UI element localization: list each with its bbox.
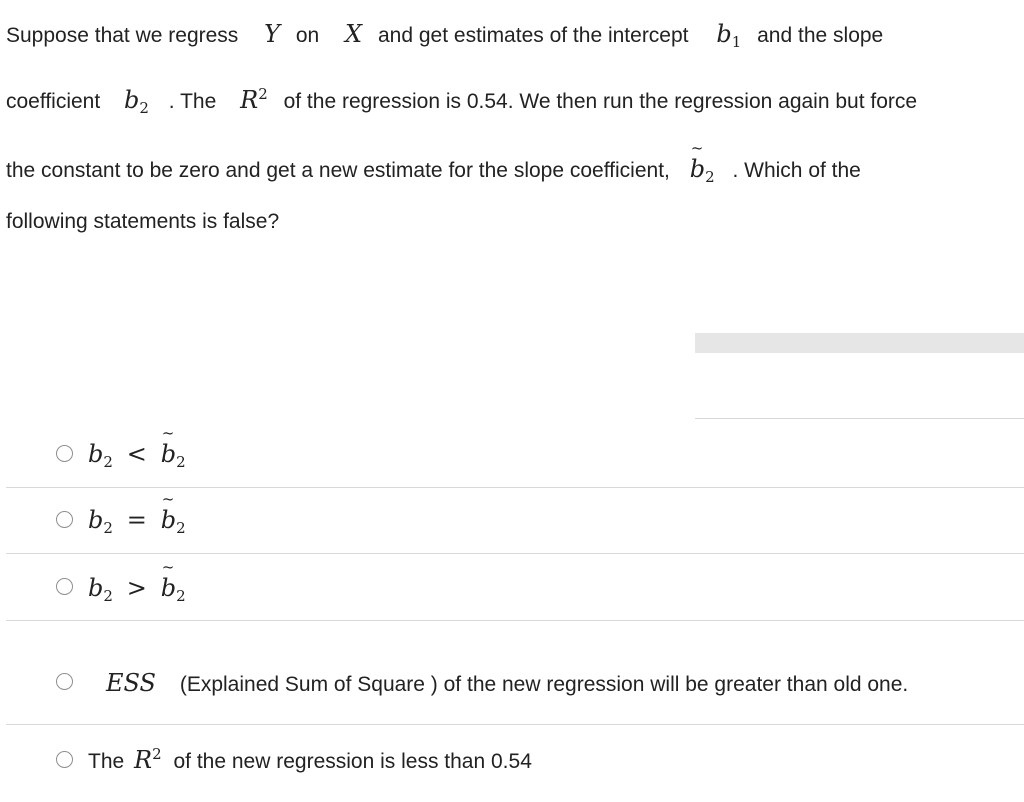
math-lhs: $b_2$ <box>88 574 113 605</box>
question-text-segment: Suppose that we regress <box>6 24 239 47</box>
math-lhs: $b_2$ <box>88 440 113 471</box>
math-b2-tilde: ~ $b_2$ <box>690 155 715 183</box>
question-text-segment: and get estimates of the intercept <box>377 24 689 47</box>
radio-button[interactable] <box>56 673 73 690</box>
option-divider <box>6 487 1024 488</box>
option-text: (Explained Sum of Square ) of the new regression will be greater than old one. <box>179 673 909 696</box>
option-label[interactable] <box>88 440 186 471</box>
math-b2: $b_2$ <box>124 86 149 117</box>
math-var-y: Y <box>264 20 280 48</box>
option-text: of the new regression is less than 0.54 <box>173 750 532 773</box>
option-label[interactable] <box>106 669 908 697</box>
math-r-squared: $R^2$ <box>134 745 162 774</box>
question-text-segment: coefficient <box>6 90 101 113</box>
decorative-bar <box>695 333 1024 353</box>
radio-button[interactable] <box>56 578 73 595</box>
math-operator: < <box>126 440 147 468</box>
option-label[interactable] <box>88 746 532 774</box>
question-line-1 <box>6 20 884 51</box>
question-text-segment: . Which of the <box>732 159 861 182</box>
question-text-segment: on <box>295 24 320 47</box>
decorative-divider <box>695 418 1024 419</box>
question-line-2 <box>6 85 918 117</box>
math-b1: $b_1$ <box>716 20 742 51</box>
math-ess: ESS <box>106 669 156 697</box>
math-lhs: $b_2$ <box>88 506 113 537</box>
radio-button[interactable] <box>56 751 73 768</box>
radio-button[interactable] <box>56 511 73 528</box>
math-r-squared: $R^2$ <box>240 85 268 114</box>
option-text: The <box>88 750 125 773</box>
option-label[interactable] <box>88 506 186 537</box>
math-operator: > <box>126 574 147 602</box>
option-divider <box>6 553 1024 554</box>
math-operator: = <box>126 506 147 534</box>
option-divider <box>6 620 1024 621</box>
question-line-4: following statements is false? <box>6 210 280 233</box>
question-text-segment: and the slope <box>757 24 884 47</box>
question-line-3 <box>6 155 861 186</box>
math-rhs: ~ $b_2$ <box>161 506 186 534</box>
math-rhs: ~ $b_2$ <box>161 440 186 468</box>
question-text-segment: . The <box>168 90 217 113</box>
math-rhs: ~ $b_2$ <box>161 574 186 602</box>
question-text-segment: of the regression is 0.54. We then run the regression again but force <box>283 90 918 113</box>
question-text-segment: the constant to be zero and get a new estimate for the slope coefficient, <box>6 159 670 182</box>
math-var-x: X <box>345 20 363 48</box>
option-divider <box>6 724 1024 725</box>
option-label[interactable] <box>88 574 186 605</box>
radio-button[interactable] <box>56 445 73 462</box>
